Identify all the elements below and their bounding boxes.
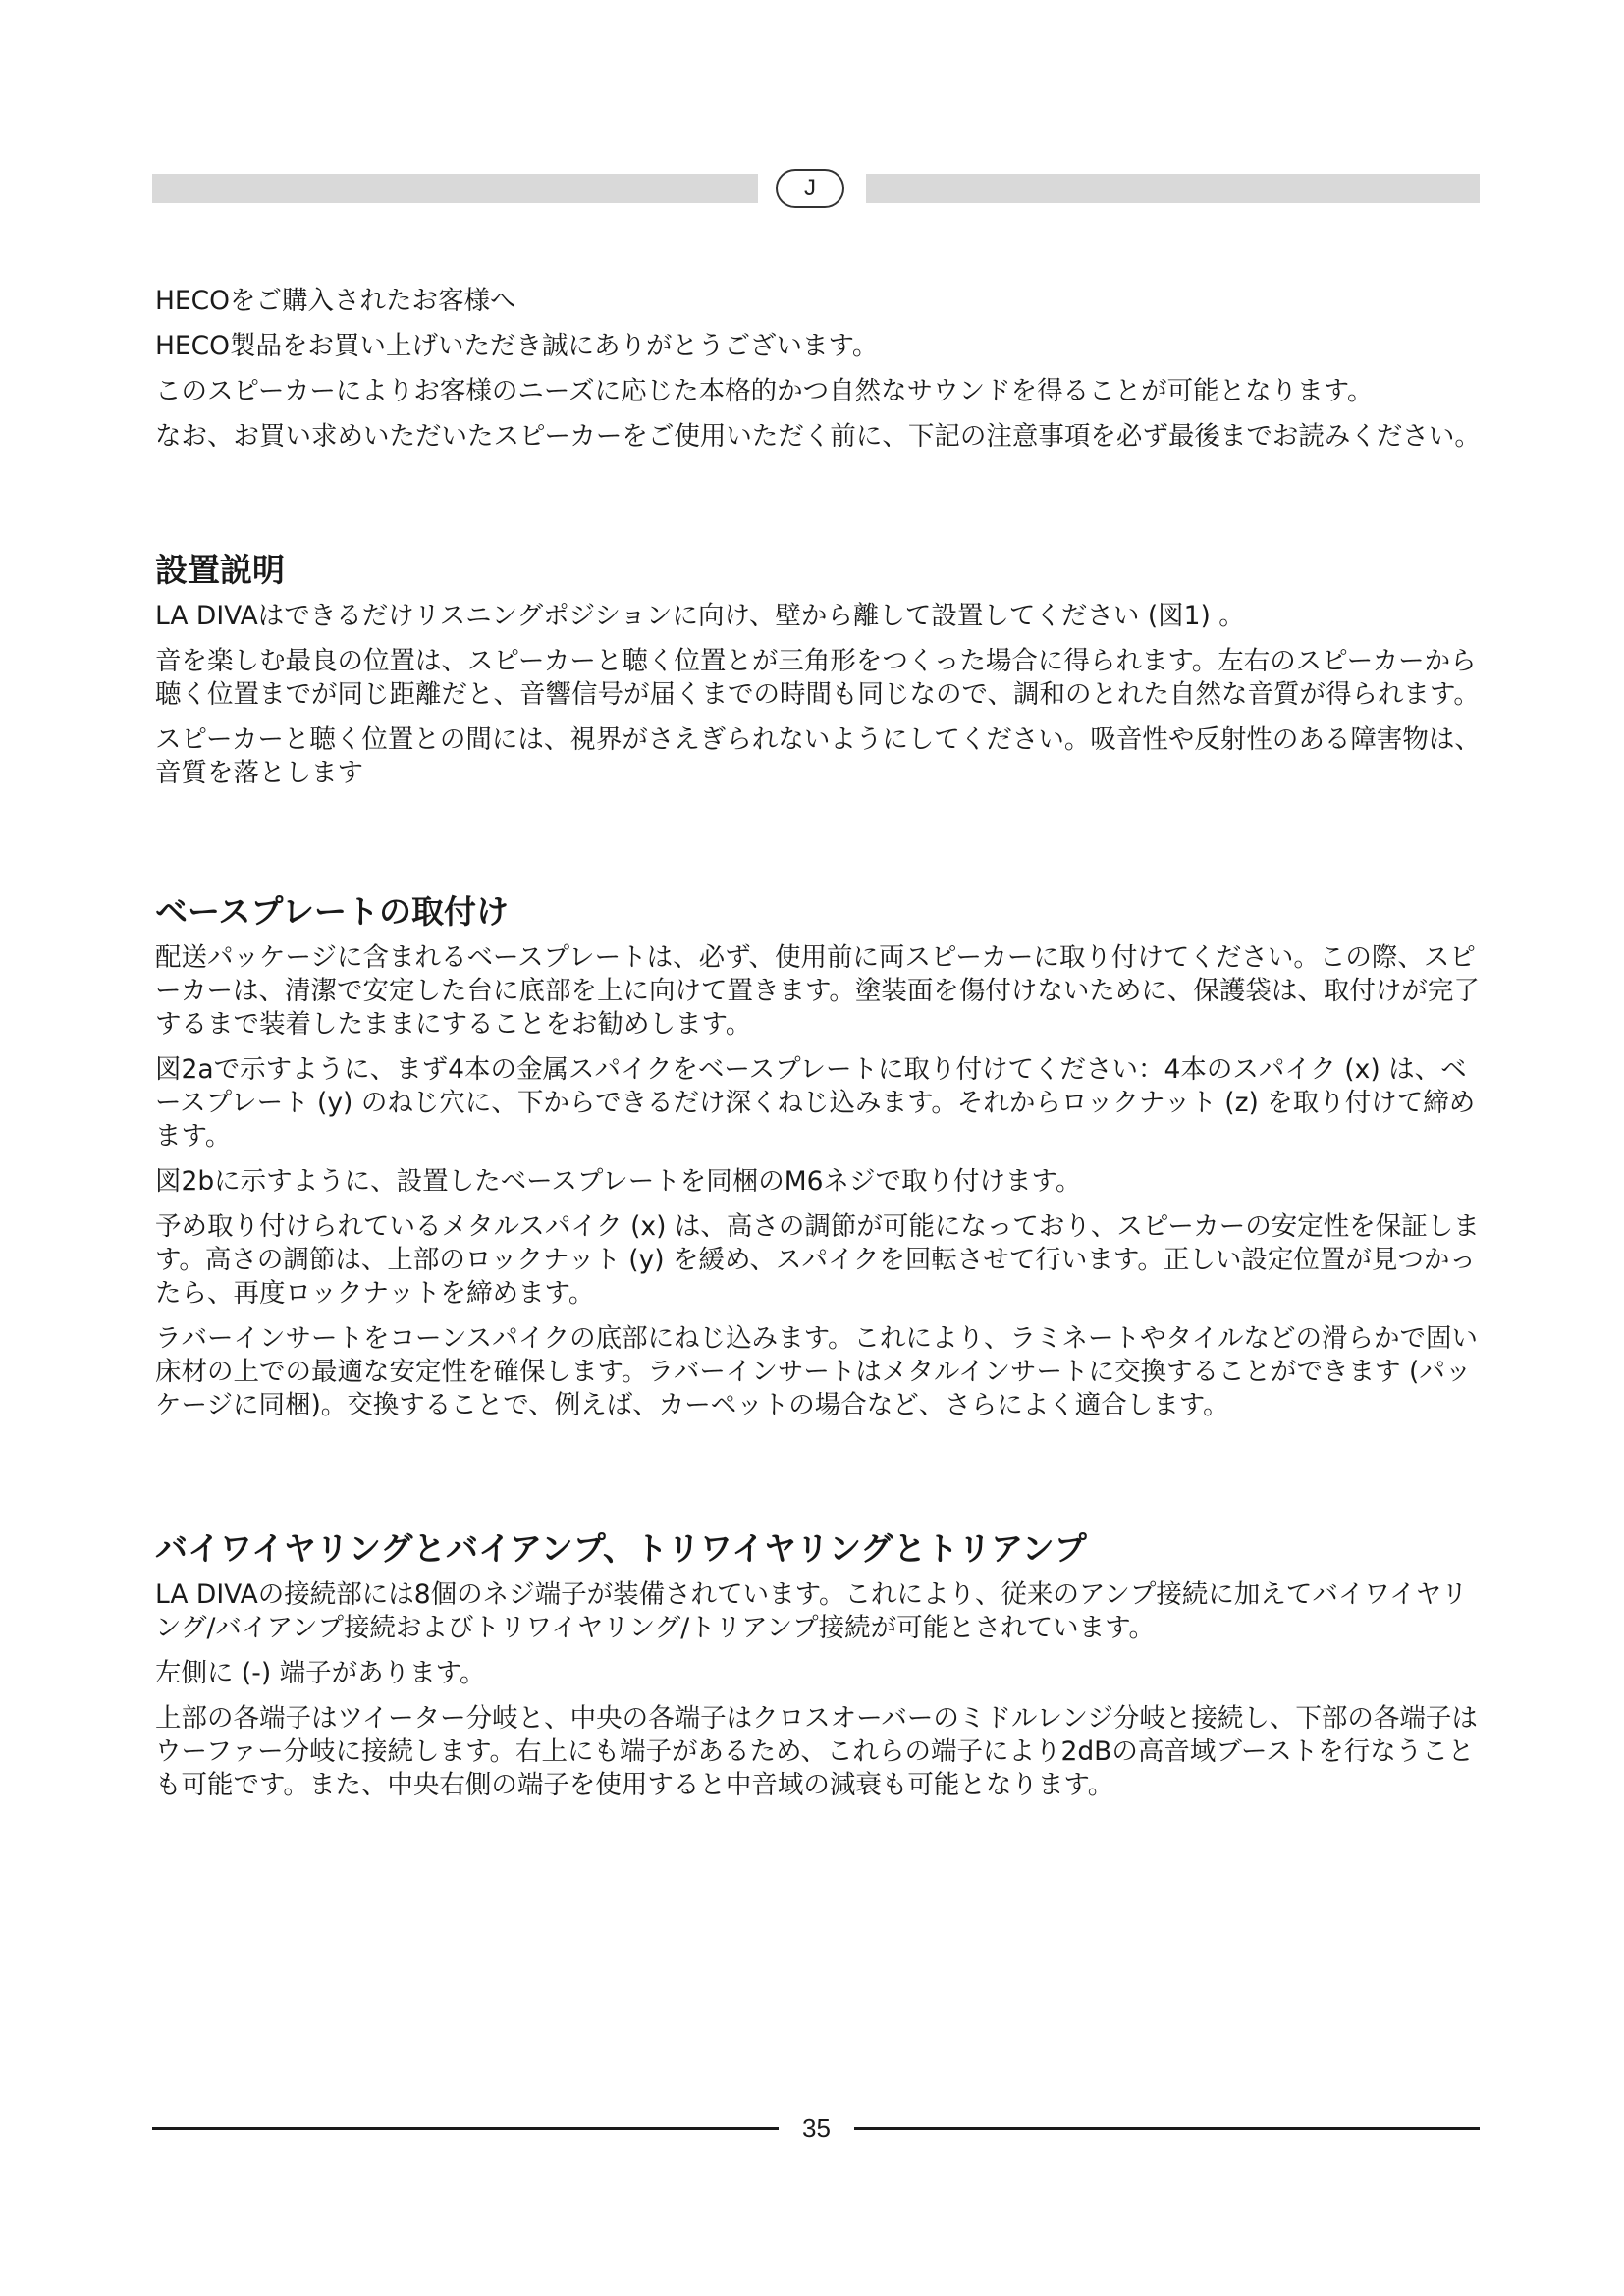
wiring-paragraph-1: LA DIVAの接続部には8個のネジ端子が装備されています。これにより、従来のアンプ接続に加えてバイワイヤリング/バイアンプ接続およびトリワイヤリング/トリアンプ接続が可能とされています。 — [155, 1579, 1468, 1643]
intro-notice: なお、お買い求めいただいたスピーカーをご使用いただく前に、下記の注意事項を必ず最後までお読みください。 — [155, 421, 1481, 452]
wiring-paragraph-3: 上部の各端子はツイーター分岐と、中央の各端子はクロスオーバーのミドルレンジ分岐と接続し、下部の各端子はウーファー分岐に接続します。右上にも端子があるため、これらの端子により2dBの高音域ブーストを行なうことも可能です。また、中央右側の端子を使用すると中音域の減衰も可能となります。 — [155, 1703, 1478, 1800]
baseplate-paragraph-1: 配送パッケージに含まれるベースプレートは、必ず、使用前に両スピーカーに取り付けてください。この際、スピーカーは、清潔で安定した台に底部を上に向けて置きます。塗装面を傷付けないために、保護袋は、取付けが完了するまで装着したままにすることをお勧めします。 — [155, 942, 1480, 1040]
baseplate-paragraph-2: 図2aで示すように、まず4本の金属スパイクをベースプレートに取り付けてください：4本のスパイク (x) は、ベースプレート (y) のねじ穴に、下からできるだけ深くねじ込みます。それからロックナット (z) を取り付けて締めます。 — [155, 1054, 1476, 1151]
intro-paragraph: このスピーカーによりお客様のニーズに応じた本格的かつ自然なサウンドを得ることが可能となります。 — [155, 376, 1374, 406]
installation-paragraph-3: スピーカーと聴く位置との間には、視界がさえぎられないようにしてください。吸音性や反射性のある障害物は、音質を落とします — [155, 724, 1481, 788]
page-content — [155, 285, 1481, 1814]
section-title-installation: 設置説明 — [155, 551, 285, 589]
header-bar-left — [152, 174, 758, 203]
language-badge: J — [776, 169, 844, 208]
baseplate-paragraph-3: 図2bに示すように、設置したベースプレートを同梱のM6ネジで取り付けます。 — [155, 1166, 1082, 1197]
installation-paragraph-1: LA DIVAはできるだけリスニングポジションに向け、壁から離して設置してください (図1) 。 — [155, 601, 1245, 631]
section-title-wiring: バイワイヤリングとバイアンプ、トリワイヤリングとトリアンプ — [155, 1529, 1087, 1568]
page-number: 35 — [802, 2113, 831, 2143]
section-title-baseplate: ベースプレートの取付け — [155, 892, 510, 931]
baseplate-paragraph-4: 予め取り付けられているメタルスパイク (x) は、高さの調節が可能になっており、スピーカーの安定性を保証します。高さの調節は、上部のロックナット (y) を緩め、スパイクを回転させて行います。正しい設定位置が見つかったら、再度ロックナットを締めます。 — [155, 1211, 1480, 1308]
footer-rule-left — [152, 2127, 779, 2130]
installation-paragraph-2: 音を楽しむ最良の位置は、スピーカーと聴く位置とが三角形をつくった場合に得られます。左右のスピーカーから聴く位置までが同じ距離だと、音響信号が届くまでの時間も同じなので、調和のとれた自然な音質が得られます。 — [155, 646, 1480, 710]
wiring-paragraph-2: 左側に (-) 端子があります。 — [155, 1658, 486, 1688]
footer-rule-right — [854, 2127, 1480, 2130]
baseplate-paragraph-5: ラバーインサートをコーンスパイクの底部にねじ込みます。これにより、ラミネートやタイルなどの滑らかで固い床材の上での最適な安定性を確保します。ラバーインサートはメタルインサートに交換することができます (パッケージに同梱)。交換することで、例えば、カーペットの場合など、さらによく適合します。 — [155, 1323, 1478, 1420]
intro-thanks: HECO製品をお買い上げいただき誠にありがとうございます。 — [155, 331, 879, 361]
intro-greeting: HECOをご購入されたお客様へ — [155, 286, 516, 316]
header-bar-right — [866, 174, 1480, 203]
